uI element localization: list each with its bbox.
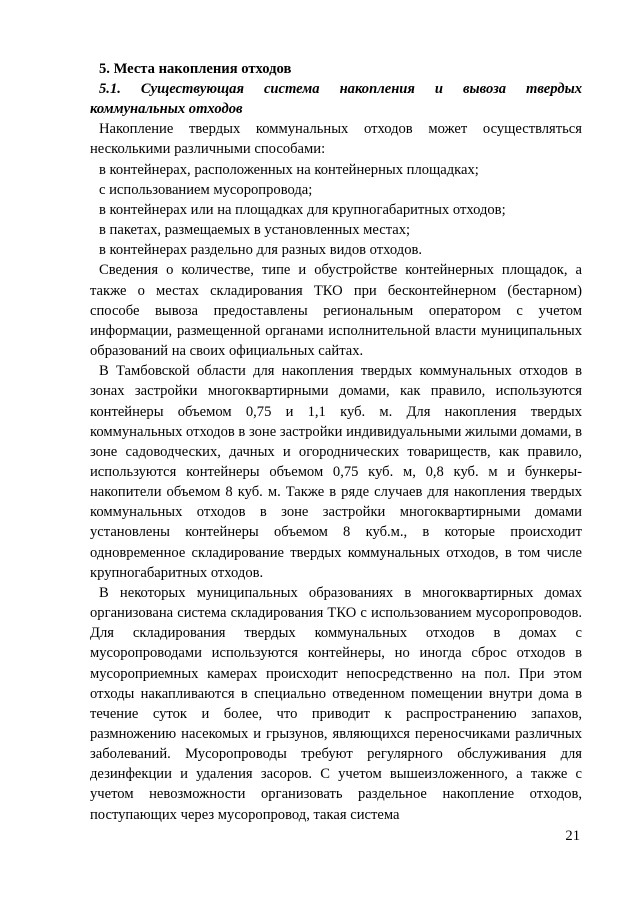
methods-list	[90, 160, 582, 261]
subsection-title: 5.1. Существующая система накопления и вывоза твердых коммунальных отходов	[90, 81, 582, 118]
paragraph-container-sites: Сведения о количестве, типе и обустройстве контейнерных площадок, а также о местах складирования ТКО при бесконтейнерном (бестарном) способе вывоза предоставлены региональным оператором с учетом информации, размещенной органами исполнительной власти муниципальных образований на своих официальных сайтах.	[90, 262, 582, 360]
intro-paragraph: Накопление твердых коммунальных отходов может осуществляться несколькими различными способами:	[90, 121, 582, 158]
paragraph-garbage-chutes: В некоторых муниципальных образованиях в многоквартирных домах организована система складирования ТКО с использованием мусоропроводов. Для складирования твердых коммунальных отходов в домах с мусоропроводами используются контейнеры, но иногда сброс отходов в мусороприемных камерах происходит непосредственно на пол. При этом отходы накапливаются в специально отведенном помещении внутри дома в течение суток и более, что приводит к распространению запахов, размножению насекомых и грызунов, являющихся переносчиками различных заболеваний. Мусоропроводы требуют регулярного обслуживания для дезинфекции и удаления засоров. С учетом вышеизложенного, а также с учетом невозможности организовать раздельное накопление отходов, поступающих через мусоропровод, такая система	[90, 584, 582, 823]
list-item: в контейнерах раздельно для разных видов отходов.	[99, 242, 423, 259]
list-item: в контейнерах или на площадках для крупногабаритных отходов;	[99, 201, 506, 218]
section-title: 5. Места накопления отходов	[99, 61, 292, 77]
list-item: в пакетах, размещаемых в установленных местах;	[99, 222, 411, 239]
paragraph-tambov-containers: В Тамбовской области для накопления твердых коммунальных отходов в зонах застройки многоквартирными домами, как правило, используются контейнеры объемом 0,75 и 1,1 куб. м. Для накопления твердых коммунальных отходов в зоне застройки индивидуальными жилыми домами, в зоне садоводческих, дачных и огороднических товариществ, как правило, используются контейнеры объемом 0,75 куб. м, 0,8 куб. м и бункеры-накопители объемом 8 куб. м. Также в ряде случаев для накопления твердых коммунальных отходов в зоне застройки многоквартирными домами установлены контейнеры объемом 8 куб.м., в которые происходит одновременное складирование твердых коммунальных отходов, в том числе крупногабаритных отходов.	[90, 363, 582, 581]
list-item: с использованием мусоропровода;	[99, 181, 313, 198]
page-number: 21	[565, 828, 580, 844]
document-page	[90, 54, 582, 825]
list-item: в контейнерах, расположенных на контейнерных площадках;	[99, 161, 479, 178]
